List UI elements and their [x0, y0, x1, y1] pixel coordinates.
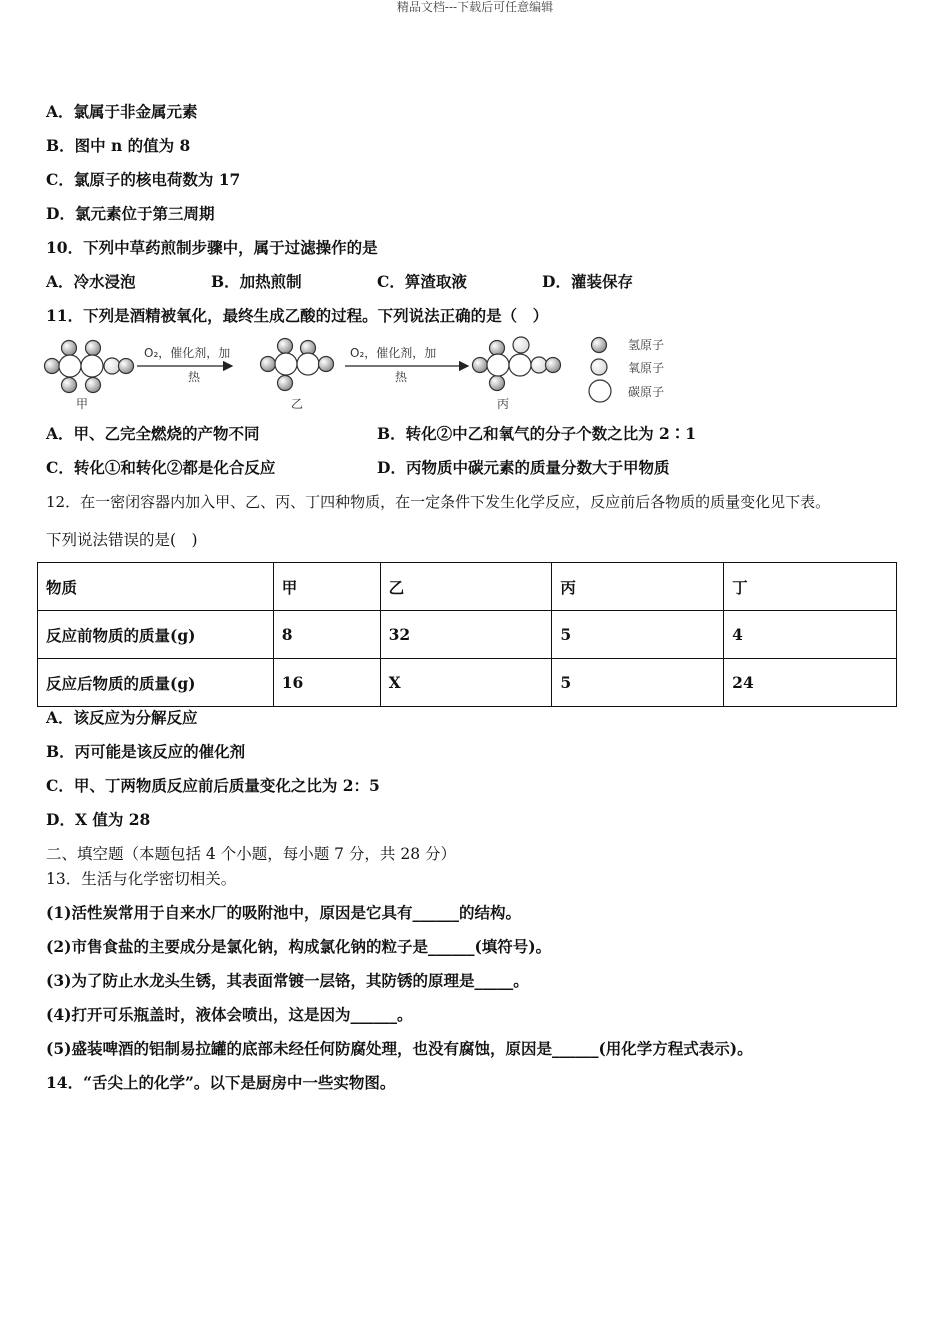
- carbon-atom: [275, 353, 297, 375]
- table-cell: 反应前物质的质量(g): [38, 611, 274, 659]
- table-header-cell: 甲: [273, 563, 380, 611]
- table-header-cell: 乙: [380, 563, 552, 611]
- table-cell: 8: [273, 611, 380, 659]
- q13-item-5: (5)盛装啤酒的铝制易拉罐的底部未经任何防腐处理，也没有腐蚀，原因是______(用化学方程式表示)。: [46, 1039, 753, 1058]
- q13-stem: 13．生活与化学密切相关。: [46, 870, 237, 888]
- q9-option-c: C．氯原子的核电荷数为 17: [46, 170, 241, 189]
- legend-hydrogen-label: 氢原子: [628, 338, 665, 352]
- section-2-heading: 二、填空题（本题包括 4 个小题，每小题 7 分，共 28 分）: [46, 845, 457, 863]
- q10-option-a: A．冷水浸泡: [46, 272, 136, 291]
- hydrogen-atom: [278, 339, 293, 354]
- q9-option-a: A．氯属于非金属元素: [46, 102, 198, 121]
- q13-item-1: (1)活性炭常用于自来水厂的吸附池中，原因是它具有______的结构。: [46, 903, 521, 922]
- legend-carbon-label: 碳原子: [628, 385, 665, 399]
- q11-option-c: C．转化①和转化②都是化合反应: [46, 458, 276, 477]
- carbon-atom: [509, 354, 531, 376]
- hydrogen-atom: [62, 378, 77, 393]
- table-cell: X: [380, 659, 552, 707]
- q11-option-a: A．甲、乙完全燃烧的产物不同: [46, 424, 260, 443]
- carbon-atom: [59, 355, 81, 377]
- table-cell: 5: [552, 659, 724, 707]
- mass-change-table: [37, 562, 897, 707]
- legend-hydrogen-icon: [592, 338, 607, 353]
- q10-option-c: C．箅渣取液: [377, 272, 467, 291]
- q14-stem: 14．“舌尖上的化学”。以下是厨房中一些实物图。: [46, 1073, 396, 1092]
- q13-item-3: (3)为了防止水龙头生锈，其表面常镀一层铬，其防锈的原理是_____。: [46, 971, 529, 990]
- atom-legend: [589, 338, 664, 403]
- legend-oxygen-label: 氧原子: [628, 361, 665, 375]
- molecule-label-yi: 乙: [291, 397, 304, 411]
- arrow1-condition: O₂，催化剂，加: [144, 346, 231, 360]
- hydrogen-atom: [490, 376, 505, 391]
- hydrogen-atom: [546, 358, 561, 373]
- q10-option-d: D．灌装保存: [542, 272, 633, 291]
- hydrogen-atom: [86, 341, 101, 356]
- molecule-jia: [45, 341, 134, 393]
- hydrogen-atom: [473, 358, 488, 373]
- hydrogen-atom: [490, 341, 505, 356]
- table-cell: 24: [724, 659, 897, 707]
- table-row: [38, 659, 897, 707]
- arrow2-condition: O₂，催化剂，加: [350, 346, 437, 360]
- page-header: 精品文档---下载后可任意编辑: [396, 0, 554, 14]
- carbon-atom: [297, 353, 319, 375]
- hydrogen-atom: [319, 357, 334, 372]
- q12-option-b: B．丙可能是该反应的催化剂: [46, 742, 246, 761]
- table-cell: 32: [380, 611, 552, 659]
- q12-option-c: C．甲、丁两物质反应前后质量变化之比为 2：5: [46, 776, 380, 795]
- hydrogen-atom: [278, 376, 293, 391]
- q9-option-d: D．氯元素位于第三周期: [46, 204, 215, 223]
- table-row: [38, 611, 897, 659]
- molecule-label-bing: 丙: [497, 397, 510, 411]
- q13-item-4: (4)打开可乐瓶盖时，液体会喷出，这是因为______。: [46, 1005, 413, 1024]
- q11-stem: 11．下列是酒精被氧化，最终生成乙酸的过程。下列说法正确的是（ ）: [46, 306, 549, 325]
- hydrogen-atom: [261, 357, 276, 372]
- table-cell: 5: [552, 611, 724, 659]
- q13-item-2: (2)市售食盐的主要成分是氯化钠，构成氯化钠的粒子是______(填符号)。: [46, 937, 552, 956]
- table-header-cell: 丙: [552, 563, 724, 611]
- q12-option-d: D．X 值为 28: [46, 810, 151, 829]
- q12-option-a: A．该反应为分解反应: [46, 708, 198, 727]
- arrow2-condition-2: 热: [395, 370, 408, 384]
- table-cell: 反应后物质的质量(g): [38, 659, 274, 707]
- q10-stem: 10．下列中草药煎制步骤中，属于过滤操作的是: [46, 238, 378, 257]
- molecule-yi: [261, 339, 334, 391]
- legend-oxygen-icon: [591, 359, 607, 375]
- table-cell: 16: [273, 659, 380, 707]
- hydrogen-atom: [62, 341, 77, 356]
- oxygen-atom: [513, 337, 529, 353]
- q12-stem-line2: 下列说法错误的是( ): [46, 531, 198, 549]
- reaction-diagram: [40, 334, 700, 416]
- q10-option-b: B．加热煎制: [211, 272, 302, 291]
- hydrogen-atom: [45, 359, 60, 374]
- carbon-atom: [81, 355, 103, 377]
- table-header-cell: 丁: [724, 563, 897, 611]
- q12-stem-line1: 12．在一密闭容器内加入甲、乙、丙、丁四种物质，在一定条件下发生化学反应，反应前后各物质的质量变化见下表。: [46, 493, 831, 511]
- carbon-atom: [487, 354, 509, 376]
- oxygen-atom: [104, 358, 120, 374]
- table-header-cell: 物质: [38, 563, 274, 611]
- table-cell: 4: [724, 611, 897, 659]
- q11-option-d: D．丙物质中碳元素的质量分数大于甲物质: [377, 458, 670, 477]
- hydrogen-atom: [119, 359, 134, 374]
- legend-carbon-icon: [589, 380, 611, 402]
- table-header-row: [38, 563, 897, 611]
- arrow1-condition-2: 热: [188, 370, 201, 384]
- molecule-bing: [473, 337, 561, 391]
- q11-option-b: B．转化②中乙和氧气的分子个数之比为 2∶1: [377, 424, 697, 443]
- q9-option-b: B．图中 n 的值为 8: [46, 136, 191, 155]
- oxygen-atom: [531, 357, 547, 373]
- molecule-label-jia: 甲: [76, 397, 89, 411]
- hydrogen-atom: [86, 378, 101, 393]
